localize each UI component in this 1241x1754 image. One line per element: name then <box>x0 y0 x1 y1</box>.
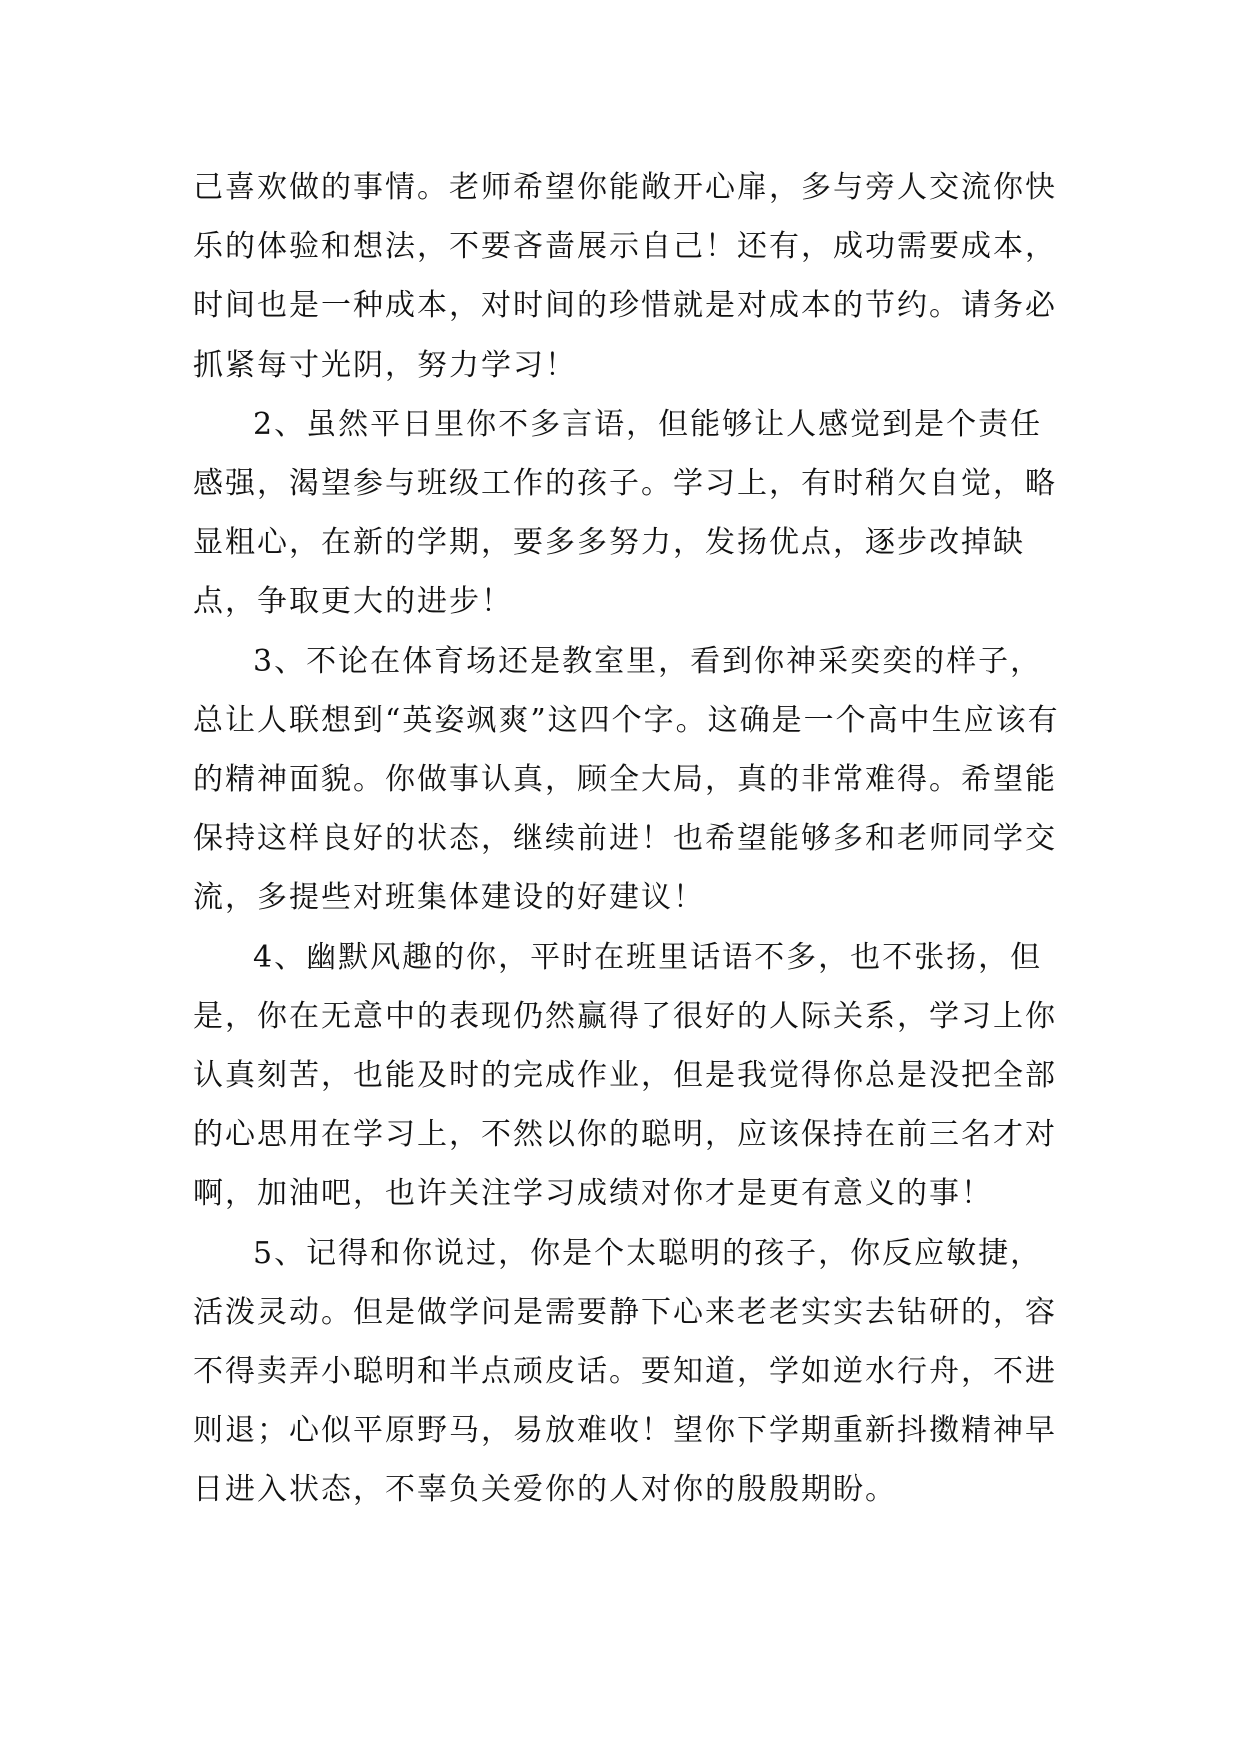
paragraph-comment-3: 3、不论在体育场还是教室里，看到你神采奕奕的样子，总让人联想到“英姿飒爽”这四个字。这确是一个高中生应该有的精神面貌。你做事认真，顾全大局，真的非常难得。希望能保持这样良好的状态，继续前进！也希望能够多和老师同学交流，多提些对班集体建设的好建议！ <box>193 643 1060 916</box>
paragraph-comment-2: 2、虽然平日里你不多言语，但能够让人感觉到是个责任感强，渴望参与班级工作的孩子。学习上，有时稍欠自觉，略显粗心，在新的学期，要多多努力，发扬优点，逐步改掉缺点，争取更大的进步！ <box>193 406 1057 620</box>
body-text <box>193 158 1073 1520</box>
paragraph-1-continued: 己喜欢做的事情。老师希望你能敞开心扉，多与旁人交流你快乐的体验和想法，不要吝啬展示自己！还有，成功需要成本，时间也是一种成本，对时间的珍惜就是对成本的节约。请务必抓紧每寸光阴，努力学习！ <box>193 170 1057 383</box>
paragraph-comment-4: 4、幽默风趣的你，平时在班里话语不多，也不张扬，但是，你在无意中的表现仍然赢得了很好的人际关系，学习上你认真刻苦，也能及时的完成作业，但是我觉得你总是没把全部的心思用在学习上，不然以你的聪明，应该保持在前三名才对啊，加油吧，也许关注学习成绩对你才是更有意义的事！ <box>193 939 1057 1212</box>
paragraph-comment-5: 5、记得和你说过，你是个太聪明的孩子，你反应敏捷，活泼灵动。但是做学问是需要静下心来老老实实去钻研的，容不得卖弄小聪明和半点顽皮话。要知道，学如逆水行舟，不进则退；心似平原野马，易放难收！望你下学期重新抖擞精神早日进入状态，不辜负关爱你的人对你的殷殷期盼。 <box>193 1235 1057 1508</box>
